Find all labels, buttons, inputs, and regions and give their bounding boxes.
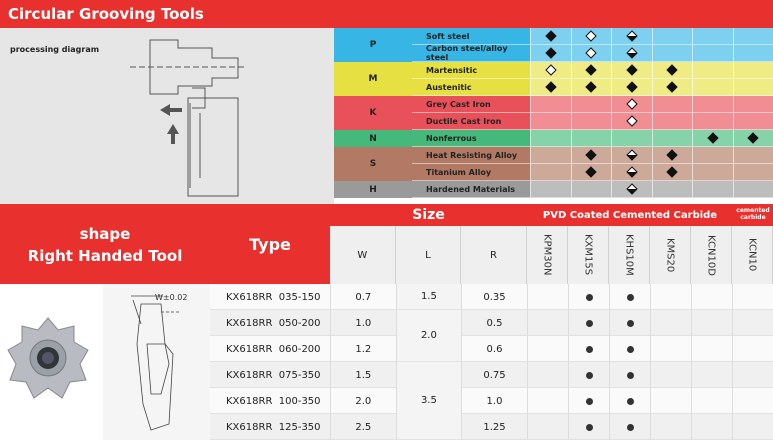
suitability-cell xyxy=(652,45,693,62)
available-dot-icon xyxy=(586,320,593,327)
mark-filled-icon xyxy=(545,47,557,59)
grade-label: KCN10D xyxy=(706,235,717,276)
suitability-cell xyxy=(611,28,652,45)
availability-cell xyxy=(650,388,691,414)
availability-cell xyxy=(568,310,609,336)
suitability-cell xyxy=(611,164,652,181)
table-subheader xyxy=(330,226,773,284)
product-w: 1.2 xyxy=(330,336,396,362)
material-group-s: S xyxy=(334,147,412,181)
material-name: Grey Cast Iron xyxy=(412,96,530,113)
availability-cell xyxy=(691,284,732,310)
product-w: 2.5 xyxy=(330,414,396,440)
suitability-cell xyxy=(652,181,693,198)
grade-column xyxy=(691,226,732,284)
availability-cell xyxy=(609,284,650,310)
suitability-cell xyxy=(733,164,773,181)
availability-cell xyxy=(609,414,650,440)
suitability-cell xyxy=(571,28,612,45)
mark-filled-icon xyxy=(666,166,678,178)
mark-filled-icon xyxy=(626,64,638,76)
mark-half-icon xyxy=(626,183,638,195)
mark-filled-icon xyxy=(585,149,597,161)
grade-column xyxy=(527,226,568,284)
material-name: Nonferrous xyxy=(412,130,530,147)
product-l: 2.0 xyxy=(396,310,462,362)
availability-cell xyxy=(691,362,732,388)
suitability-cell xyxy=(733,79,773,96)
availability-cell xyxy=(527,284,568,310)
availability-cell xyxy=(609,362,650,388)
availability-cell xyxy=(568,336,609,362)
availability-cell xyxy=(568,362,609,388)
product-w: 2.0 xyxy=(330,388,396,414)
suitability-cell xyxy=(733,130,773,147)
size-column-l: L xyxy=(396,226,462,284)
mark-filled-icon xyxy=(585,64,597,76)
table-row xyxy=(210,414,773,440)
mark-filled-icon xyxy=(707,132,719,144)
availability-cell xyxy=(732,362,773,388)
table-row xyxy=(210,336,773,362)
product-l: 1.5 xyxy=(396,284,462,310)
grade-column xyxy=(609,226,650,284)
mark-open-icon xyxy=(626,115,638,127)
suitability-cell xyxy=(692,79,733,96)
suitability-cell xyxy=(530,130,571,147)
suitability-cell xyxy=(692,96,733,113)
suitability-cell xyxy=(530,147,571,164)
mark-open-icon xyxy=(585,30,597,42)
availability-cell xyxy=(650,336,691,362)
suitability-cell xyxy=(530,181,571,198)
material-group-m: M xyxy=(334,62,412,96)
suitability-cell xyxy=(652,62,693,79)
mark-filled-icon xyxy=(666,64,678,76)
cemented-heading: cemented carbide xyxy=(733,204,773,226)
availability-cell xyxy=(732,284,773,310)
suitability-cell xyxy=(611,62,652,79)
available-dot-icon xyxy=(586,372,593,379)
product-type: KX618RR 100-350 xyxy=(210,388,330,414)
mark-filled-icon xyxy=(626,81,638,93)
material-name: Martensitic xyxy=(412,62,530,79)
suitability-cell xyxy=(530,79,571,96)
diagram-label: processing diagram xyxy=(10,45,99,54)
suitability-cell xyxy=(571,164,612,181)
material-group-k: K xyxy=(334,96,412,130)
size-column-w: W xyxy=(330,226,396,284)
mark-filled-icon xyxy=(545,30,557,42)
available-dot-icon xyxy=(627,424,634,431)
product-w: 1.0 xyxy=(330,310,396,336)
suitability-cell xyxy=(571,45,612,62)
mark-open-icon xyxy=(626,98,638,110)
suitability-cell xyxy=(733,147,773,164)
suitability-cell xyxy=(530,164,571,181)
availability-cell xyxy=(527,388,568,414)
availability-cell xyxy=(527,336,568,362)
product-type: KX618RR 075-350 xyxy=(210,362,330,388)
suitability-cell xyxy=(571,147,612,164)
suitability-cell xyxy=(571,181,612,198)
material-name: Titanium Alloy xyxy=(412,164,530,181)
suitability-cell xyxy=(530,96,571,113)
material-name: Ductile Cast Iron xyxy=(412,113,530,130)
availability-cell xyxy=(691,336,732,362)
product-r: 1.0 xyxy=(461,388,527,414)
suitability-cell xyxy=(692,147,733,164)
availability-cell xyxy=(527,310,568,336)
availability-cell xyxy=(650,414,691,440)
availability-cell xyxy=(650,362,691,388)
available-dot-icon xyxy=(586,398,593,405)
mark-half-icon xyxy=(626,166,638,178)
suitability-cell xyxy=(652,113,693,130)
availability-cell xyxy=(527,414,568,440)
suitability-cell xyxy=(530,28,571,45)
availability-cell xyxy=(732,414,773,440)
suitability-cell xyxy=(652,130,693,147)
material-name: Carbon steel/alloy steel xyxy=(412,45,530,62)
insert-icon xyxy=(0,284,103,440)
available-dot-icon xyxy=(627,398,634,405)
suitability-cell xyxy=(692,181,733,198)
grade-column xyxy=(732,226,773,284)
suitability-cell xyxy=(733,113,773,130)
pvd-heading: PVD Coated Cemented Carbide xyxy=(527,204,733,226)
product-r: 0.6 xyxy=(461,336,527,362)
suitability-cell xyxy=(571,79,612,96)
product-r: 0.75 xyxy=(461,362,527,388)
grade-column xyxy=(650,226,691,284)
suitability-cell xyxy=(733,62,773,79)
available-dot-icon xyxy=(627,346,634,353)
suitability-cell xyxy=(733,96,773,113)
product-type: KX618RR 035-150 xyxy=(210,284,330,310)
suitability-cell xyxy=(692,130,733,147)
width-tolerance-label: W±0.02 xyxy=(155,293,187,302)
suitability-cell xyxy=(611,45,652,62)
availability-cell xyxy=(691,388,732,414)
suitability-cell xyxy=(692,45,733,62)
availability-cell xyxy=(650,284,691,310)
material-name: Austenitic xyxy=(412,79,530,96)
processing-diagram-drawing xyxy=(0,28,334,204)
availability-cell xyxy=(691,310,732,336)
product-type: KX618RR 125-350 xyxy=(210,414,330,440)
suitability-cell xyxy=(692,113,733,130)
mark-half-icon xyxy=(626,30,638,42)
suitability-cell xyxy=(692,28,733,45)
material-matrix xyxy=(334,28,773,204)
grade-column xyxy=(568,226,609,284)
suitability-cell xyxy=(733,181,773,198)
suitability-cell xyxy=(733,28,773,45)
suitability-cell xyxy=(571,96,612,113)
suitability-cell xyxy=(611,79,652,96)
material-group-h: H xyxy=(334,181,412,198)
availability-cell xyxy=(609,336,650,362)
suitability-cell xyxy=(652,28,693,45)
available-dot-icon xyxy=(627,372,634,379)
availability-cell xyxy=(568,284,609,310)
suitability-cell xyxy=(530,113,571,130)
product-table xyxy=(210,284,773,440)
material-name: Heat Resisting Alloy xyxy=(412,147,530,164)
suitability-cell xyxy=(733,45,773,62)
mark-filled-icon xyxy=(747,132,759,144)
availability-cell xyxy=(732,310,773,336)
product-l: 3.5 xyxy=(396,362,462,440)
grade-label: KCN10 xyxy=(747,238,758,271)
suitability-cell xyxy=(611,181,652,198)
suitability-cell xyxy=(652,164,693,181)
availability-cell xyxy=(732,388,773,414)
grade-label: KXM15S xyxy=(583,234,594,275)
processing-diagram-panel xyxy=(0,28,334,204)
availability-cell xyxy=(527,362,568,388)
table-row xyxy=(210,362,773,388)
available-dot-icon xyxy=(586,424,593,431)
suitability-cell xyxy=(652,96,693,113)
shape-heading: shape xyxy=(0,222,210,246)
table-row xyxy=(210,310,773,336)
grade-label: KHS10M xyxy=(624,234,635,276)
suitability-cell xyxy=(571,113,612,130)
suitability-cell xyxy=(611,130,652,147)
availability-cell xyxy=(650,310,691,336)
suitability-cell xyxy=(611,147,652,164)
product-r: 0.35 xyxy=(461,284,527,310)
available-dot-icon xyxy=(627,294,634,301)
suitability-cell xyxy=(571,130,612,147)
material-name: Soft steel xyxy=(412,28,530,45)
page-title: Circular Grooving Tools xyxy=(0,0,773,28)
available-dot-icon xyxy=(586,294,593,301)
mark-filled-icon xyxy=(666,149,678,161)
material-group-n: N xyxy=(334,130,412,147)
insert-photo xyxy=(0,284,103,440)
mark-filled-icon xyxy=(666,81,678,93)
suitability-cell xyxy=(692,164,733,181)
available-dot-icon xyxy=(627,320,634,327)
grade-label: KMS20 xyxy=(665,238,676,272)
size-column-r: R xyxy=(461,226,527,284)
suitability-cell xyxy=(530,45,571,62)
mark-open-icon xyxy=(585,47,597,59)
mark-filled-icon xyxy=(585,81,597,93)
material-group-p: P xyxy=(334,28,412,62)
type-heading: Type xyxy=(210,232,330,256)
suitability-cell xyxy=(652,79,693,96)
right-handed-heading: Right Handed Tool xyxy=(0,244,210,268)
product-type: KX618RR 060-200 xyxy=(210,336,330,362)
availability-cell xyxy=(568,388,609,414)
mark-half-icon xyxy=(626,149,638,161)
product-w: 0.7 xyxy=(330,284,396,310)
mark-half-icon xyxy=(626,47,638,59)
insert-drawing xyxy=(103,284,210,440)
grade-label: KPM30N xyxy=(542,234,553,275)
mark-open-icon xyxy=(545,64,557,76)
suitability-cell xyxy=(692,62,733,79)
suitability-cell xyxy=(571,62,612,79)
table-row xyxy=(210,284,773,310)
suitability-cell xyxy=(652,147,693,164)
size-heading: Size xyxy=(330,204,527,226)
table-row xyxy=(210,388,773,414)
available-dot-icon xyxy=(586,346,593,353)
product-r: 0.5 xyxy=(461,310,527,336)
material-name: Hardened Materials xyxy=(412,181,530,198)
availability-cell xyxy=(732,336,773,362)
availability-cell xyxy=(609,388,650,414)
availability-cell xyxy=(609,310,650,336)
availability-cell xyxy=(568,414,609,440)
product-r: 1.25 xyxy=(461,414,527,440)
suitability-cell xyxy=(611,113,652,130)
insert-drawing-lines xyxy=(103,284,210,440)
product-type: KX618RR 050-200 xyxy=(210,310,330,336)
mark-filled-icon xyxy=(585,166,597,178)
suitability-cell xyxy=(611,96,652,113)
availability-cell xyxy=(691,414,732,440)
suitability-cell xyxy=(530,62,571,79)
mark-filled-icon xyxy=(545,81,557,93)
product-w: 1.5 xyxy=(330,362,396,388)
